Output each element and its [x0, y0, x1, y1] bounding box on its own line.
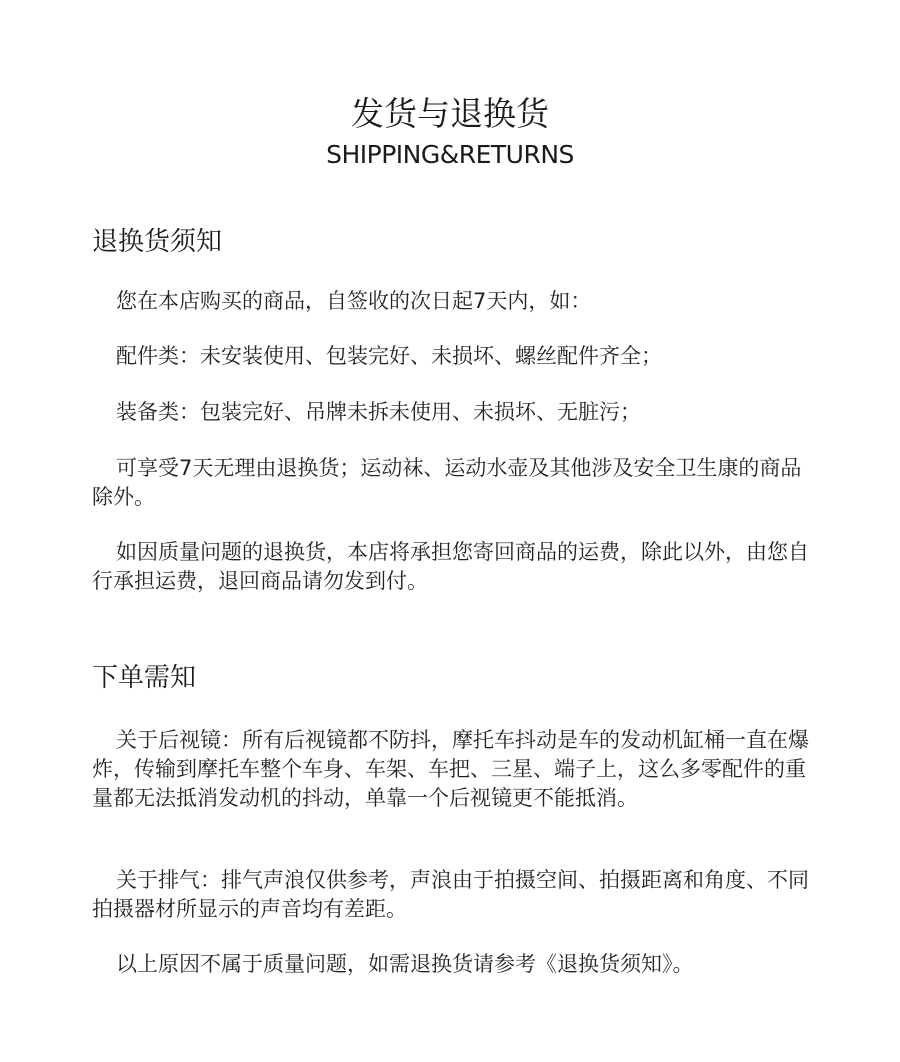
- returns-paragraph-gear: 装备类：包装完好、吊牌未拆未使用、未损坏、无脏污；: [116, 400, 641, 424]
- page-title-chinese: 发货与退换货: [351, 94, 549, 133]
- order-paragraph-mirror: 关于后视镜：所有后视镜都不防抖，摩托车抖动是车的发动机缸桶一直在爆炸，传输到摩托车整个车身、车架、车把、三星、端子上，这么多零配件的重量都无法抵消发动机的抖动，单靠一个后视镜更不能抵消。: [92, 728, 809, 810]
- order-paragraph-note: 以上原因不属于质量问题，如需退换货请参考《退换货须知》。: [116, 952, 694, 976]
- returns-paragraph-seven-day: 可享受7天无理由退换货；运动袜、运动水壶及其他涉及安全卫生康的商品除外。: [92, 456, 802, 509]
- returns-paragraph-accessories: 配件类：未安装使用、包装完好、未损坏、螺丝配件齐全；: [116, 344, 662, 368]
- page-title-english: SHIPPING&RETURNS: [326, 140, 574, 169]
- returns-section-heading: 退换货须知: [92, 227, 223, 257]
- returns-paragraph-shipping-fee: 如因质量问题的退换货，本店将承担您寄回商品的运费，除此以外，由您自行承担运费，退回商品请勿发到付。: [92, 540, 809, 593]
- returns-paragraph-intro: 您在本店购买的商品，自签收的次日起7天内，如：: [116, 289, 592, 313]
- order-paragraph-exhaust: 关于排气：排气声浪仅供参考，声浪由于拍摄空间、拍摄距离和角度、不同拍摄器材所显示的声音均有差距。: [92, 868, 809, 921]
- order-section-heading: 下单需知: [92, 663, 197, 693]
